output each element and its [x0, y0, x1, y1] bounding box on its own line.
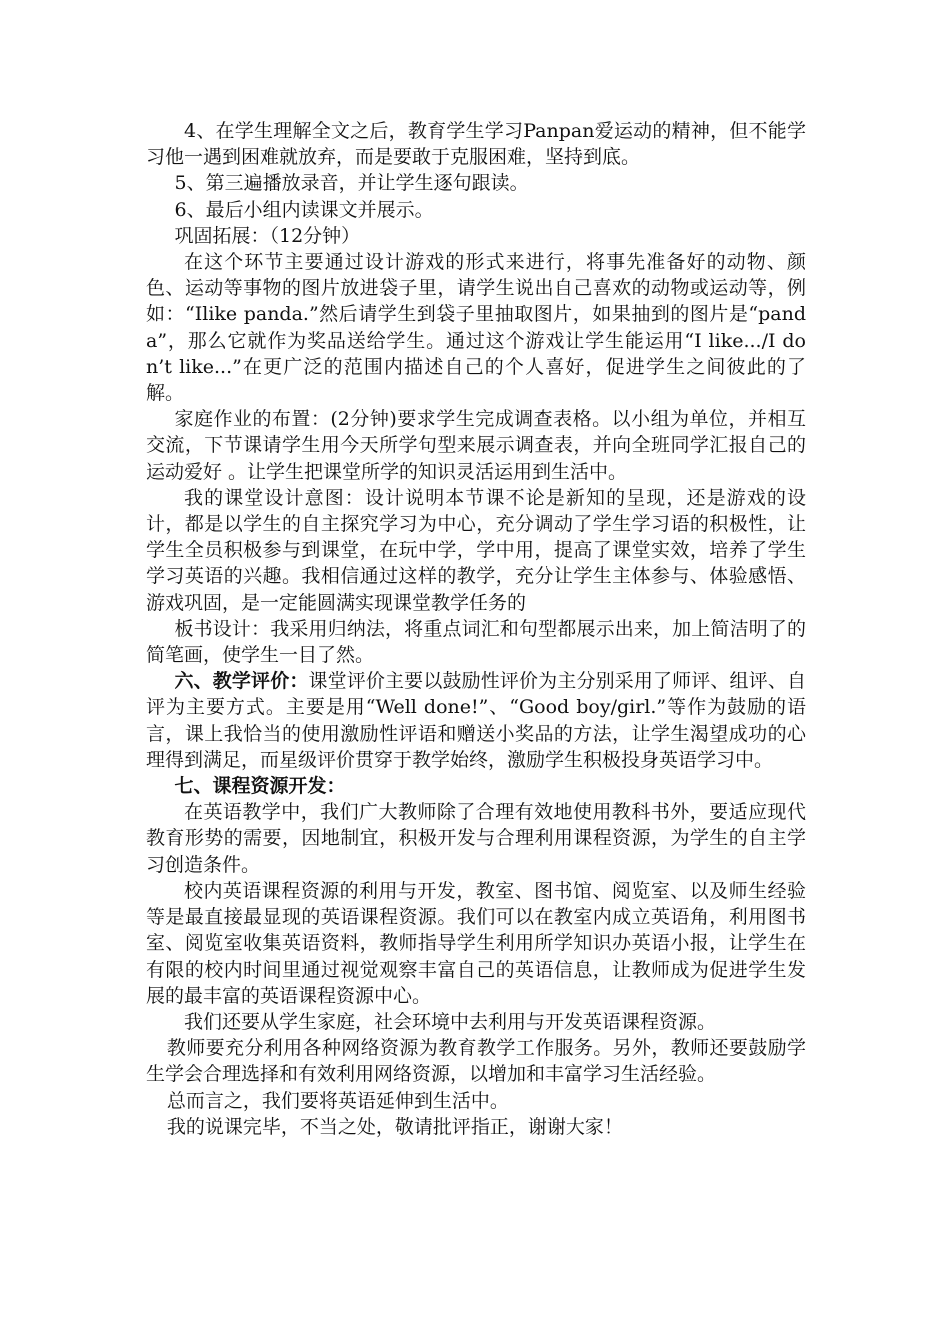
paragraph-evaluation: [146, 668, 806, 773]
document-body: [146, 118, 806, 1140]
paragraph-resources-intro: 在英语教学中，我们广大教师除了合理有效地使用教科书外，要适应现代教育形势的需要，因地制宜，积极开发与合理利用课程资源，为学生的自主学习创造条件。: [146, 801, 806, 876]
paragraph-closing: 我的说课完毕，不当之处，敬请批评指正，谢谢大家！: [166, 1115, 623, 1138]
paragraph-homework: 家庭作业的布置：(2分钟)要求学生完成调查表格。以小组为单位，并相互交流，下节课请学生用今天所学句型来展示调查表，并向全班同学汇报自己的运动爱好 。让学生把课堂所学的知识灵活运用到生活中。: [146, 408, 806, 483]
paragraph-blackboard-design: 板书设计：我采用归纳法，将重点词汇和句型都展示出来，加上简洁明了的简笔画，使学生一目了然。: [146, 617, 806, 667]
paragraph-family-resources: 我们还要从学生家庭，社会环境中去利用与开发英语课程资源。: [184, 1010, 717, 1033]
paragraph-step-5: 5、第三遍播放录音，并让学生逐句跟读。: [174, 172, 529, 195]
paragraph-game-description: 在这个环节主要通过设计游戏的形式来进行，将事先准备好的动物、颜色、运动等事物的图片放进袋子里，请学生说出自己喜欢的动物或运动等，例如：“Ilike panda.”然后请学生到袋子里抽取图片，如果抽到的图片是“panda”，那么它就作为奖品送给学生。通过这个游戏让学生能运用“I like.../I don’t like...”在更广泛的范围内描述自己的个人喜好，促进学生之间彼此的了解。: [146, 251, 806, 405]
paragraph-network-resources: 教师要充分利用各种网络资源为教育教学工作服务。另外，教师还要鼓励学生学会合理选择和有效利用网络资源，以增加和丰富学习生活经验。: [146, 1037, 806, 1086]
paragraph-summary: 总而言之，我们要将英语延伸到生活中。: [166, 1089, 509, 1112]
section-heading-evaluation: 六、教学评价：: [174, 670, 309, 693]
paragraph-school-resources: 校内英语课程资源的利用与开发，教室、图书馆、阅览室、以及师生经验等是最直接最显现的英语课程资源。我们可以在教室内成立英语角，利用图书室、阅览室收集英语资料，教师指导学生利用所学知识办英语小报，让学生在有限的校内时间里通过视觉观察丰富自己的英语信息，让教师成为促进学生发展的最丰富的英语课程资源中心。: [146, 879, 806, 1007]
paragraph-step-6: 6、最后小组内读课文并展示。: [174, 198, 434, 221]
paragraph-consolidation-heading: 巩固拓展：（12分钟）: [174, 224, 361, 247]
paragraph-design-intent: 我的课堂设计意图：设计说明本节课不论是新知的呈现，还是游戏的设计，都是以学生的自主探究学习为中心，充分调动了学生学习语的积极性，让学生全员积极参与到课堂，在玩中学，学中用，提高了课堂实效，培养了学生学习英语的兴趣。我相信通过这样的教学，充分让学生主体参与、体验感悟、游戏巩固，是一定能圆满实现课堂教学任务的: [146, 486, 806, 614]
evaluation-body: 课堂评价主要以鼓励性评价为主分别采用了师评、组评、自评为主要方式。主要是用“Well done!”、“Good boy/girl.”等作为鼓励的语言，课上我恰当的使用激励性评语和赠送小奖品的方法，让学生渴望成功的心理得到满足，而星级评价贯穿于教学始终，激励学生积极投身英语学习中。: [146, 670, 806, 771]
section-heading-resources: 七、课程资源开发：: [174, 775, 346, 798]
paragraph-step-4: 4、在学生理解全文之后，教育学生学习Panpan爱运动的精神，但不能学习他一遇到困难就放弃，而是要敢于克服困难，坚持到底。: [146, 120, 806, 169]
